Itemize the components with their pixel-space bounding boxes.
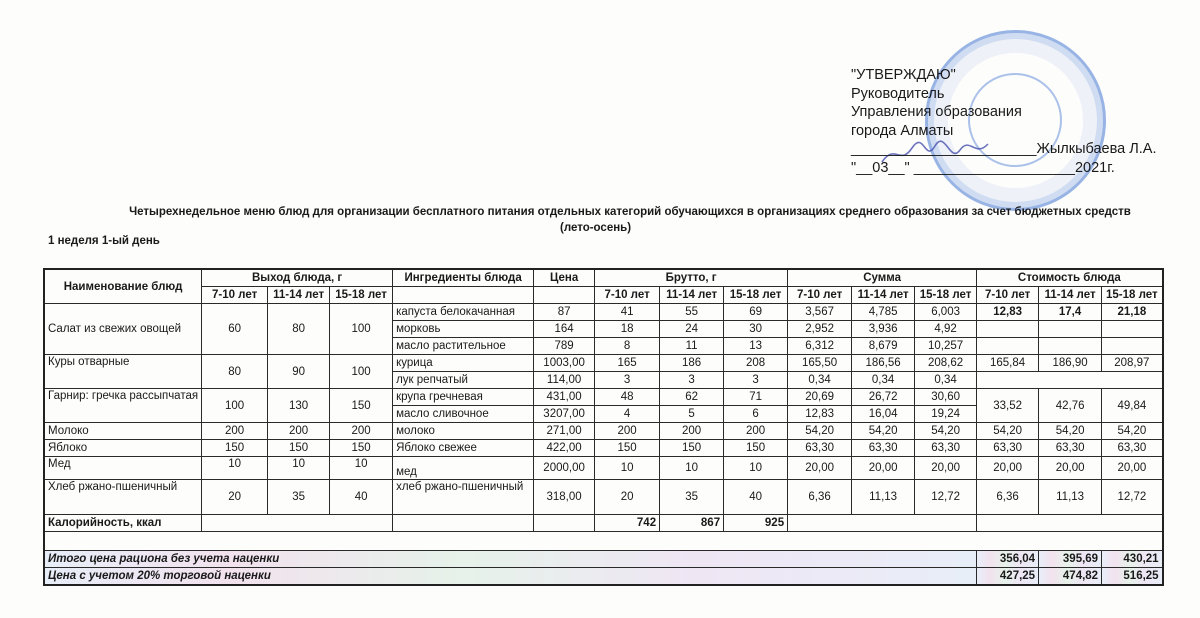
cost-blank xyxy=(977,321,1039,338)
gross-age3: 13 xyxy=(724,338,788,355)
sum-age3: 54,20 xyxy=(915,423,977,440)
total-markup-age2: 474,82 xyxy=(1039,568,1102,586)
sum-age2: 54,20 xyxy=(852,423,915,440)
price: 271,00 xyxy=(534,423,595,440)
yield-age2: 10 xyxy=(268,457,330,480)
price: 431,00 xyxy=(534,389,595,406)
yield-age3: 100 xyxy=(330,304,393,355)
sum-age2: 26,72 xyxy=(852,389,915,406)
sum-age2: 0,34 xyxy=(852,372,915,389)
sum-age2: 11,13 xyxy=(852,480,915,515)
header-price: Цена xyxy=(534,269,595,287)
sum-age2: 186,56 xyxy=(852,355,915,372)
yield-age3: 150 xyxy=(330,389,393,423)
cost-age2: 17,4 xyxy=(1039,304,1102,321)
approval-department: Управления образования xyxy=(851,104,1022,120)
gross-age2: 186 xyxy=(660,355,724,372)
sum-age2: 20,00 xyxy=(852,457,915,480)
dish-name: Гарнир: гречка рассыпчатая xyxy=(44,389,202,423)
sum-age1: 20,69 xyxy=(788,389,852,406)
gross-age2: 5 xyxy=(660,406,724,423)
dish-name: Хлеб ржано-пшеничный xyxy=(44,480,202,515)
yield-age3: 150 xyxy=(330,440,393,457)
cost-age3: 63,30 xyxy=(1102,440,1163,457)
ingredient: хлеб ржано-пшеничный xyxy=(393,480,534,515)
ingredient: курица xyxy=(393,355,534,372)
header-sum-age2: 11-14 лет xyxy=(852,287,915,304)
sum-age3: 30,60 xyxy=(915,389,977,406)
calories-blank xyxy=(534,515,595,532)
cost-age3: 12,72 xyxy=(1102,480,1163,515)
yield-age1: 80 xyxy=(202,355,268,389)
total-row xyxy=(44,551,1163,568)
cost-age2: 42,76 xyxy=(1039,389,1102,423)
sum-age3: 63,30 xyxy=(915,440,977,457)
total-age1: 356,04 xyxy=(977,551,1039,568)
gross-age2: 24 xyxy=(660,321,724,338)
gross-age1: 150 xyxy=(595,440,660,457)
sum-age2: 8,679 xyxy=(852,338,915,355)
yield-age2: 80 xyxy=(268,304,330,355)
table-row xyxy=(44,457,1163,480)
cost-age2: 54,20 xyxy=(1039,423,1102,440)
cost-blank xyxy=(977,338,1039,355)
sum-age2: 63,30 xyxy=(852,440,915,457)
header-dish-cost: Стоимость блюда xyxy=(977,269,1163,287)
header-yield-age1: 7-10 лет xyxy=(202,287,268,304)
sum-age3: 19,24 xyxy=(915,406,977,423)
yield-age1: 200 xyxy=(202,423,268,440)
gross-age1: 165 xyxy=(595,355,660,372)
price: 87 xyxy=(534,304,595,321)
gross-age2: 10 xyxy=(660,457,724,480)
document-subtitle: (лето-осень) xyxy=(560,222,632,234)
total-markup-age1: 427,25 xyxy=(977,568,1039,586)
gross-age3: 6 xyxy=(724,406,788,423)
gross-age1: 48 xyxy=(595,389,660,406)
gross-age1: 10 xyxy=(595,457,660,480)
gross-age3: 30 xyxy=(724,321,788,338)
table-row xyxy=(44,304,1163,321)
sum-age1: 54,20 xyxy=(788,423,852,440)
cost-age1: 54,20 xyxy=(977,423,1039,440)
total-markup-age3: 516,25 xyxy=(1102,568,1163,586)
approval-heading: "УТВЕРЖДАЮ" xyxy=(851,67,956,83)
gross-age1: 200 xyxy=(595,423,660,440)
sum-age2: 16,04 xyxy=(852,406,915,423)
cost-age3: 21,18 xyxy=(1102,304,1163,321)
week-day-label: 1 неделя 1-ый день xyxy=(48,235,160,247)
yield-age1: 100 xyxy=(202,389,268,423)
yield-age3: 40 xyxy=(330,480,393,515)
header-sum: Сумма xyxy=(788,269,977,287)
menu-table xyxy=(43,268,1164,586)
cost-blank xyxy=(977,372,1163,389)
ingredient: Яблоко свежее xyxy=(393,440,534,457)
header-row-1 xyxy=(44,269,1163,287)
price: 789 xyxy=(534,338,595,355)
dish-name: Салат из свежих овощей xyxy=(44,304,202,355)
cost-age1: 6,36 xyxy=(977,480,1039,515)
yield-age1: 10 xyxy=(202,457,268,480)
header-ingredients: Ингредиенты блюда xyxy=(393,269,534,287)
gross-age2: 3 xyxy=(660,372,724,389)
dish-name: Мед xyxy=(44,457,202,480)
gross-age3: 3 xyxy=(724,372,788,389)
table-row xyxy=(44,440,1163,457)
gross-age3: 40 xyxy=(724,480,788,515)
yield-age2: 200 xyxy=(268,423,330,440)
sum-age3: 4,92 xyxy=(915,321,977,338)
header-ingredients-blank xyxy=(393,287,534,304)
spacer-cell xyxy=(44,532,1163,551)
header-sum-age1: 7-10 лет xyxy=(788,287,852,304)
cost-age1: 165,84 xyxy=(977,355,1039,372)
yield-age2: 130 xyxy=(268,389,330,423)
cost-blank xyxy=(1039,338,1102,355)
sum-age3: 10,257 xyxy=(915,338,977,355)
cost-age1: 33,52 xyxy=(977,389,1039,423)
gross-age3: 150 xyxy=(724,440,788,457)
calories-label: Калорийность, ккал xyxy=(44,515,202,532)
gross-age1: 3 xyxy=(595,372,660,389)
total-label: Итого цена рациона без учета наценки xyxy=(44,551,977,568)
price: 422,00 xyxy=(534,440,595,457)
cost-age3: 54,20 xyxy=(1102,423,1163,440)
yield-age1: 20 xyxy=(202,480,268,515)
approval-position: Руководитель xyxy=(851,85,945,102)
header-gross-age3: 15-18 лет xyxy=(724,287,788,304)
dish-name: Яблоко xyxy=(44,440,202,457)
sum-age1: 12,83 xyxy=(788,406,852,423)
sum-age3: 6,003 xyxy=(915,304,977,321)
dish-name: Молоко xyxy=(44,423,202,440)
approval-block xyxy=(851,66,1157,177)
header-yield: Выход блюда, г xyxy=(202,269,393,287)
cost-age1: 63,30 xyxy=(977,440,1039,457)
sum-age1: 2,952 xyxy=(788,321,852,338)
sum-age1: 6,36 xyxy=(788,480,852,515)
approval-signatory: _______________________Жылкыбаева Л.А. xyxy=(851,141,1157,157)
dish-name: Куры отварные xyxy=(44,355,202,389)
gross-age3: 200 xyxy=(724,423,788,440)
sum-age2: 4,785 xyxy=(852,304,915,321)
cost-blank xyxy=(1102,338,1163,355)
header-dish-name: Наименование блюд xyxy=(44,269,202,304)
cost-age1: 12,83 xyxy=(977,304,1039,321)
gross-age3: 69 xyxy=(724,304,788,321)
gross-age3: 71 xyxy=(724,389,788,406)
sum-age1: 63,30 xyxy=(788,440,852,457)
sum-age2: 3,936 xyxy=(852,321,915,338)
yield-age3: 100 xyxy=(330,355,393,389)
sum-age1: 3,567 xyxy=(788,304,852,321)
cost-age2: 20,00 xyxy=(1039,457,1102,480)
calories-blank xyxy=(788,515,977,532)
calories-row xyxy=(44,515,1163,532)
header-gross-age2: 11-14 лет xyxy=(660,287,724,304)
yield-age2: 150 xyxy=(268,440,330,457)
gross-age3: 10 xyxy=(724,457,788,480)
ingredient: мед xyxy=(393,457,534,480)
sum-age1: 0,34 xyxy=(788,372,852,389)
gross-age1: 18 xyxy=(595,321,660,338)
ingredient: капуста белокачанная xyxy=(393,304,534,321)
sum-age1: 6,312 xyxy=(788,338,852,355)
ingredient: морковь xyxy=(393,321,534,338)
gross-age2: 150 xyxy=(660,440,724,457)
price: 164 xyxy=(534,321,595,338)
header-yield-age3: 15-18 лет xyxy=(330,287,393,304)
table-row xyxy=(44,389,1163,406)
header-yield-age2: 11-14 лет xyxy=(268,287,330,304)
total-markup-row xyxy=(44,568,1163,586)
price: 114,00 xyxy=(534,372,595,389)
cost-age2: 63,30 xyxy=(1039,440,1102,457)
yield-age3: 10 xyxy=(330,457,393,480)
gross-age1: 8 xyxy=(595,338,660,355)
cost-age3: 20,00 xyxy=(1102,457,1163,480)
sum-age1: 165,50 xyxy=(788,355,852,372)
cost-blank xyxy=(1102,321,1163,338)
calories-age2: 867 xyxy=(660,515,724,532)
header-gross: Брутто, г xyxy=(595,269,788,287)
price: 2000,00 xyxy=(534,457,595,480)
price: 3207,00 xyxy=(534,406,595,423)
yield-age2: 90 xyxy=(268,355,330,389)
calories-age1: 742 xyxy=(595,515,660,532)
cost-age3: 208,97 xyxy=(1102,355,1163,372)
ingredient: масло сливочное xyxy=(393,406,534,423)
calories-age3: 925 xyxy=(724,515,788,532)
yield-age1: 60 xyxy=(202,304,268,355)
gross-age2: 35 xyxy=(660,480,724,515)
yield-age2: 35 xyxy=(268,480,330,515)
approval-city: города Алматы xyxy=(851,122,954,139)
cost-blank xyxy=(1039,321,1102,338)
gross-age2: 11 xyxy=(660,338,724,355)
sum-age1: 20,00 xyxy=(788,457,852,480)
ingredient: крупа гречневая xyxy=(393,389,534,406)
cost-age2: 11,13 xyxy=(1039,480,1102,515)
ingredient: масло растительное xyxy=(393,338,534,355)
gross-age1: 20 xyxy=(595,480,660,515)
table-row xyxy=(44,355,1163,372)
header-sum-age3: 15-18 лет xyxy=(915,287,977,304)
yield-age1: 150 xyxy=(202,440,268,457)
cost-age3: 49,84 xyxy=(1102,389,1163,423)
table-row xyxy=(44,423,1163,440)
gross-age1: 41 xyxy=(595,304,660,321)
price: 318,00 xyxy=(534,480,595,515)
header-price-blank xyxy=(534,287,595,304)
total-markup-label: Цена с учетом 20% торговой наценки xyxy=(44,568,977,586)
yield-age3: 200 xyxy=(330,423,393,440)
sum-age3: 208,62 xyxy=(915,355,977,372)
approval-date: "__03__" ____________________2021г. xyxy=(851,159,1115,176)
table-row xyxy=(44,480,1163,515)
calories-blank xyxy=(202,515,393,532)
header-row-2 xyxy=(44,287,1163,304)
header-cost-age2: 11-14 лет xyxy=(1039,287,1102,304)
total-age2: 395,69 xyxy=(1039,551,1102,568)
spacer-row xyxy=(44,532,1163,551)
header-cost-age3: 15-18 лет xyxy=(1102,287,1163,304)
gross-age1: 4 xyxy=(595,406,660,423)
gross-age2: 200 xyxy=(660,423,724,440)
header-gross-age1: 7-10 лет xyxy=(595,287,660,304)
sum-age3: 20,00 xyxy=(915,457,977,480)
header-cost-age1: 7-10 лет xyxy=(977,287,1039,304)
sum-age3: 0,34 xyxy=(915,372,977,389)
ingredient: молоко xyxy=(393,423,534,440)
document-title: Четырехнедельное меню блюд для организации бесплатного питания отдельных категорий обучающихся в организациях среднего образования за счет бюджетных средств xyxy=(129,206,1131,218)
calories-blank xyxy=(977,515,1163,532)
sum-age3: 12,72 xyxy=(915,480,977,515)
total-age3: 430,21 xyxy=(1102,551,1163,568)
calories-blank xyxy=(393,515,534,532)
cost-age1: 20,00 xyxy=(977,457,1039,480)
ingredient: лук репчатый xyxy=(393,372,534,389)
price: 1003,00 xyxy=(534,355,595,372)
gross-age2: 55 xyxy=(660,304,724,321)
cost-age2: 186,90 xyxy=(1039,355,1102,372)
gross-age2: 62 xyxy=(660,389,724,406)
gross-age3: 208 xyxy=(724,355,788,372)
